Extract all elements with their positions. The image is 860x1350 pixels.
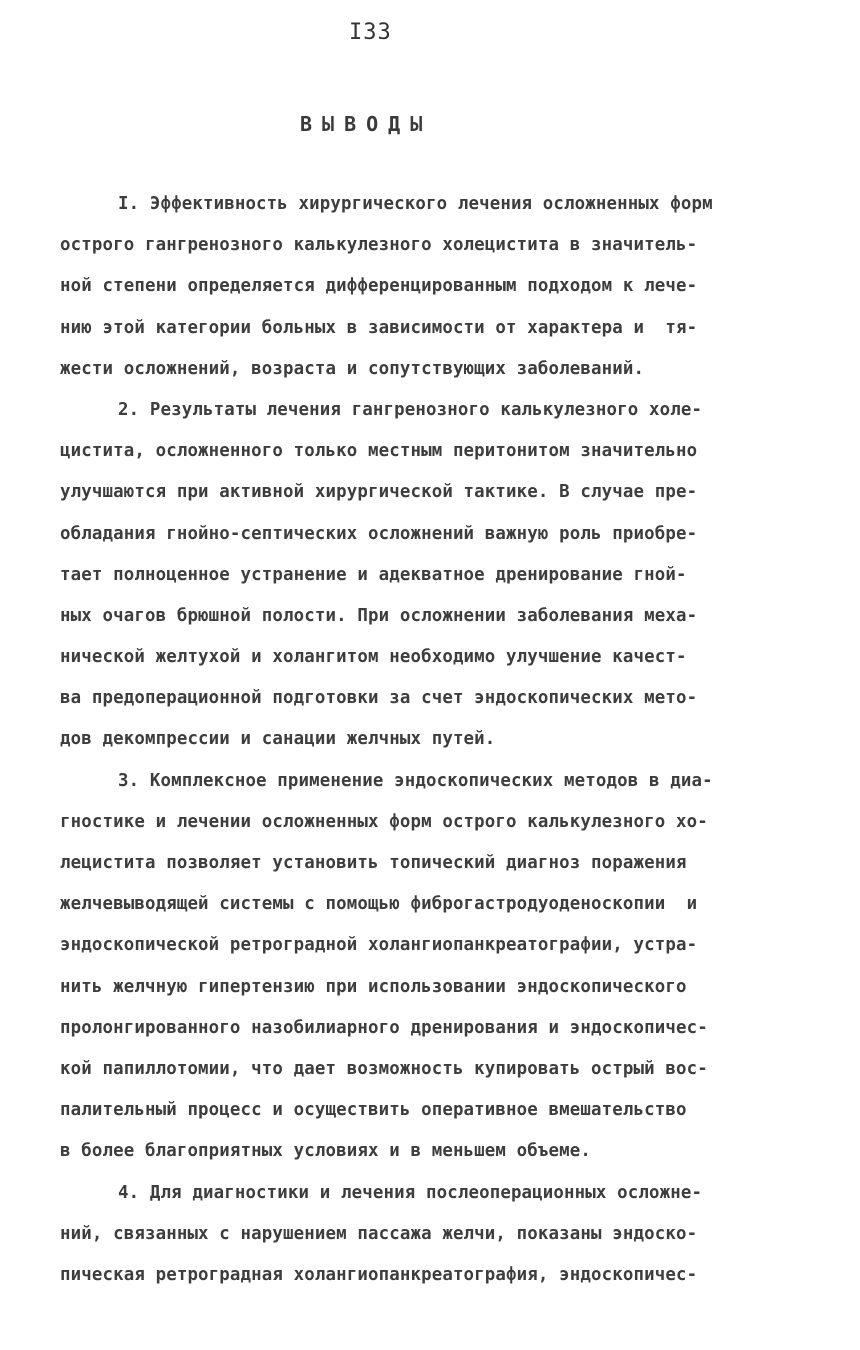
text-line: эндоскопической ретроградной холангиопанкреатографии, устра- (60, 935, 698, 956)
text-line: обладания гнойно-септических осложнений важную роль приобре- (60, 523, 698, 544)
text-line: ва предоперационной подготовки за счет эндоскопических мето- (60, 688, 698, 709)
text-line: нию этой категории больных в зависимости от характера и тя- (60, 317, 698, 338)
text-line: жести осложнений, возраста и сопутствующих заболеваний. (60, 358, 645, 379)
text-line: цистита, осложненного только местным перитонитом значительно (60, 441, 698, 462)
text-line: 2. Результаты лечения гангренозного калькулезного холе- (118, 399, 703, 420)
text-line: нить желчную гипертензию при использовании эндоскопического (60, 976, 687, 997)
text-line: ной степени определяется дифференцированным подходом к лече- (60, 276, 698, 297)
section-heading: ВЫВОДЫ (300, 112, 433, 136)
text-line: в более благоприятных условиях и в меньшем объеме. (60, 1141, 592, 1162)
text-line: лецистита позволяет установить топический диагноз поражения (60, 853, 687, 873)
text-line: ний, связанных с нарушением пассажа желчи, показаны эндоско- (60, 1223, 698, 1244)
text-line: ных очагов брюшной полости. При осложнении заболевания меха- (60, 605, 698, 626)
text-line: пическая ретроградная холангиопанкреатография, эндоскопичес- (60, 1264, 698, 1285)
text-line: I. Эффективность хирургического лечения осложненных форм (118, 194, 713, 214)
page-number: I33 (349, 20, 392, 45)
text-line: кой папиллотомии, что дает возможность купировать острый вос- (60, 1058, 708, 1079)
conclusions-body (60, 184, 820, 1296)
text-line: гностике и лечении осложненных форм острого калькулезного хо- (60, 811, 708, 832)
text-line: улучшаются при активной хирургической тактике. В случае пре- (60, 482, 698, 503)
text-line: нической желтухой и холангитом необходимо улучшение качест- (60, 647, 687, 668)
text-line: палительный процесс и осуществить оперативное вмешательство (60, 1100, 687, 1121)
text-line: желчевыводящей системы с помощью фиброгастродуоденоскопии и (60, 894, 698, 915)
text-line: тает полноценное устранение и адекватное дренирование гной- (60, 564, 687, 585)
text-line: дов декомпрессии и санации желчных путей. (60, 729, 496, 750)
text-line: пролонгированного назобилиарного дренирования и эндоскопичес- (60, 1017, 708, 1038)
text-line: 3. Комплексное применение эндоскопических методов в диа- (118, 770, 713, 791)
text-line: 4. Для диагностики и лечения послеоперационных осложне- (118, 1182, 703, 1203)
text-line: острого гангренозного калькулезного холецистита в значитель- (60, 235, 698, 256)
